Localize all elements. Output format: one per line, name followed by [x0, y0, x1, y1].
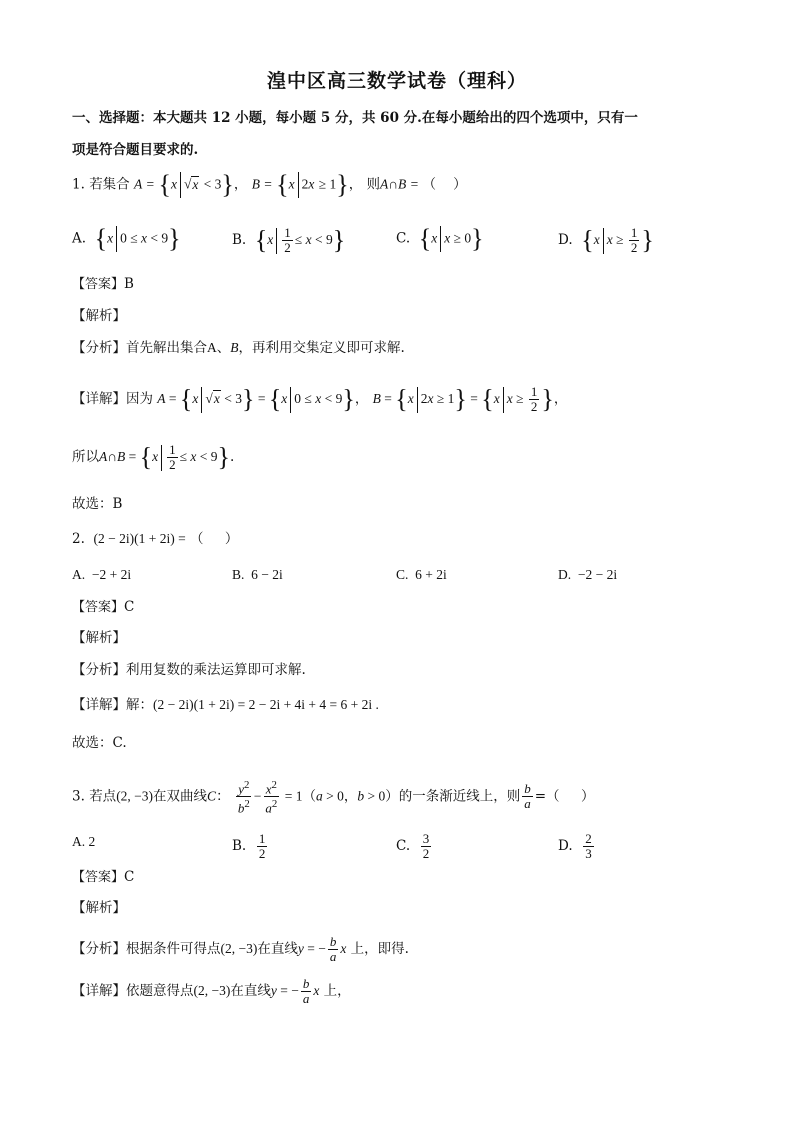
q3-option-a: A. 2 — [72, 834, 96, 849]
q1-option-a: A. {x 0 ≤ x < 9} — [72, 224, 181, 253]
q1-fenxi: 【分析】首先解出集合A、B，再利用交集定义即可求解. — [72, 340, 405, 356]
q3-option-c: C. $\frac{3}{2}$ — [396, 831, 430, 861]
q1-option-b: B. {x $\frac{1}{2}$ ≤ x < 9} — [232, 225, 346, 255]
q1-option-c: C. {x x ≥ 0} — [396, 224, 484, 253]
q2-analysis-heading: 【解析】 — [72, 630, 126, 646]
q3-option-d: D. $\frac{2}{3}$ — [558, 831, 592, 861]
q2-option-b: B. 6 − 2i — [232, 567, 283, 582]
q1-analysis-heading: 【解析】 — [72, 308, 126, 324]
q3-fenxi: 【分析】根据条件可得点(2, −3)在直线y = − $\frac{b}{a}$ x 上，即得. — [72, 934, 409, 964]
section-heading-line1: 一、选择题：本大题共 12 小题，每小题 5 分，共 60 分.在每小题给出的四个选项中，只有一 — [72, 110, 638, 126]
q2-detail: 【详解】解：(2 − 2i)(1 + 2i) = 2 − 2i + 4i + 4 = 6 + 2i . — [72, 697, 379, 713]
question-1-number: 1. — [72, 176, 85, 193]
q3-detail: 【详解】依题意得点(2, −3)在直线y = − $\frac{b}{a}$ x 上， — [72, 976, 351, 1006]
q3-answer: 【答案】C — [72, 869, 135, 885]
q1-detail: 【详解】因为 A = {x √x < 3} = {x 0 ≤ x < 9}， B = {x 2x ≥ 1} = {x x ≥ $\frac{1}{2}$ }， — [72, 384, 568, 414]
section-heading-line2: 项是符合题目要求的. — [72, 142, 199, 158]
page-title: 湟中区高三数学试卷（理科） — [266, 70, 527, 92]
q2-choice: 故选：C. — [72, 735, 127, 751]
q1-choice: 故选：B — [72, 496, 123, 512]
q1-answer: 【答案】B — [72, 276, 134, 292]
q3-option-b: B. $\frac{1}{2}$ — [232, 831, 266, 861]
q2-option-d: D. −2 − 2i — [558, 567, 618, 582]
q2-option-c: C. 6 + 2i — [396, 567, 447, 582]
question-1: 1. 若集合 A = {x √x < 3}， B = {x 2x ≥ 1}， 则A∩B = （ ） — [72, 170, 467, 199]
q1-detail-conclusion: 所以A∩B = {x $\frac{1}{2}$ ≤ x < 9}. — [72, 442, 235, 472]
question-3: 3. 若点(2, −3)在双曲线C： $\frac{y^2}{b^2}$ − $\frac{x^2}{a^2}$ = 1（a > 0，b > 0）的一条渐近线上，则 $\frac{b}{a}$ =（ ） — [72, 779, 595, 816]
q1-option-d: D. {x x ≥ $\frac{1}{2}$ } — [558, 225, 654, 255]
q2-answer: 【答案】C — [72, 599, 135, 615]
question-1-then: 则 — [366, 176, 381, 193]
q2-fenxi: 【分析】利用复数的乘法运算即可求解. — [72, 662, 306, 678]
question-2: 2. (2 − 2i)(1 + 2i) = （ ） — [72, 531, 239, 547]
question-1-lead: 若集合 — [89, 176, 130, 193]
q2-option-a: A. −2 + 2i — [72, 567, 132, 582]
q3-analysis-heading: 【解析】 — [72, 900, 126, 916]
